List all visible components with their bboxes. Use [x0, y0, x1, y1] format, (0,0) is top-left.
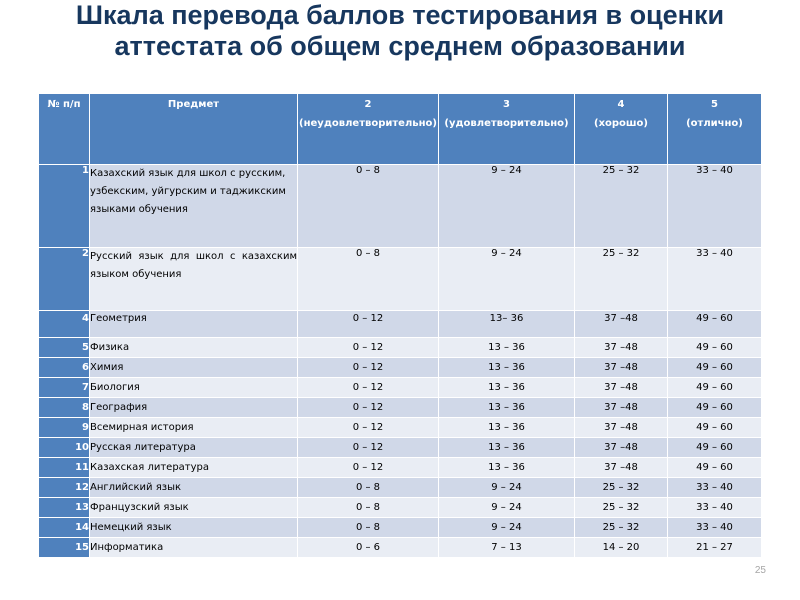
row-num: 12: [39, 478, 90, 498]
row-grade-2: 0 – 12: [298, 311, 439, 338]
row-grade-5: 33 – 40: [668, 478, 762, 498]
row-num: 9: [39, 418, 90, 438]
row-grade-5: 49 – 60: [668, 418, 762, 438]
row-subject: Французский язык: [90, 498, 298, 518]
row-subject: Казахский язык для школ с русским, узбекским, уйгурским и таджикским языками обучения: [90, 165, 298, 248]
row-subject: Информатика: [90, 538, 298, 558]
grade-conversion-table: [38, 93, 762, 558]
row-grade-3: 7 – 13: [439, 538, 575, 558]
header-grade-4: 4 (хорошо): [575, 94, 668, 165]
table-row: [39, 165, 762, 248]
row-grade-3: 13 – 36: [439, 398, 575, 418]
table-row: [39, 458, 762, 478]
row-grade-3: 13 – 36: [439, 458, 575, 478]
row-grade-2: 0 – 8: [298, 478, 439, 498]
table-row: [39, 311, 762, 338]
row-grade-4: 37 –48: [575, 358, 668, 378]
row-num: 14: [39, 518, 90, 538]
row-num: 1: [39, 165, 90, 248]
table-row: [39, 248, 762, 311]
row-grade-4: 25 – 32: [575, 498, 668, 518]
row-grade-3: 13 – 36: [439, 438, 575, 458]
row-grade-3: 13 – 36: [439, 338, 575, 358]
row-subject: Немецкий язык: [90, 518, 298, 538]
row-grade-3: 9 – 24: [439, 165, 575, 248]
row-grade-5: 33 – 40: [668, 165, 762, 248]
header-num: № п/п: [39, 94, 90, 165]
row-grade-4: 37 –48: [575, 338, 668, 358]
header-grade-2: 2 (неудовлетворительно): [298, 94, 439, 165]
row-grade-2: 0 – 6: [298, 538, 439, 558]
row-grade-2: 0 – 8: [298, 165, 439, 248]
row-grade-4: 37 –48: [575, 438, 668, 458]
table-row: [39, 478, 762, 498]
row-grade-3: 9 – 24: [439, 478, 575, 498]
row-num: 13: [39, 498, 90, 518]
row-grade-3: 13– 36: [439, 311, 575, 338]
row-grade-3: 13 – 36: [439, 418, 575, 438]
row-grade-4: 25 – 32: [575, 518, 668, 538]
row-grade-2: 0 – 8: [298, 248, 439, 311]
row-num: 4: [39, 311, 90, 338]
table-row: [39, 538, 762, 558]
row-grade-4: 37 –48: [575, 378, 668, 398]
row-grade-3: 13 – 36: [439, 358, 575, 378]
row-num: 2: [39, 248, 90, 311]
row-subject: Химия: [90, 358, 298, 378]
table-header-row: [39, 94, 762, 165]
table-row: [39, 438, 762, 458]
row-grade-2: 0 – 12: [298, 438, 439, 458]
row-grade-5: 49 – 60: [668, 398, 762, 418]
row-grade-2: 0 – 12: [298, 358, 439, 378]
row-grade-4: 25 – 32: [575, 165, 668, 248]
row-grade-2: 0 – 8: [298, 518, 439, 538]
row-num: 15: [39, 538, 90, 558]
row-subject: Английский язык: [90, 478, 298, 498]
table-row: [39, 518, 762, 538]
row-grade-4: 37 –48: [575, 398, 668, 418]
table-row: [39, 398, 762, 418]
header-subject: Предмет: [90, 94, 298, 165]
row-num: 11: [39, 458, 90, 478]
slide-title: Шкала перевода баллов тестирования в оценки аттестата об общем среднем образовании: [75, 0, 725, 61]
row-subject: Физика: [90, 338, 298, 358]
page-number: 25: [754, 565, 766, 576]
row-grade-4: 37 –48: [575, 418, 668, 438]
header-grade-3: 3 (удовлетворительно): [439, 94, 575, 165]
row-num: 7: [39, 378, 90, 398]
row-grade-5: 33 – 40: [668, 518, 762, 538]
row-subject: Биология: [90, 378, 298, 398]
row-num: 10: [39, 438, 90, 458]
row-grade-3: 9 – 24: [439, 518, 575, 538]
table-row: [39, 418, 762, 438]
row-num: 8: [39, 398, 90, 418]
row-subject: Русская литература: [90, 438, 298, 458]
row-grade-5: 49 – 60: [668, 338, 762, 358]
row-grade-5: 49 – 60: [668, 358, 762, 378]
row-grade-2: 0 – 12: [298, 398, 439, 418]
row-grade-3: 9 – 24: [439, 498, 575, 518]
table-row: [39, 378, 762, 398]
row-grade-2: 0 – 12: [298, 338, 439, 358]
row-grade-3: 13 – 36: [439, 378, 575, 398]
row-grade-3: 9 – 24: [439, 248, 575, 311]
row-grade-4: 25 – 32: [575, 248, 668, 311]
row-subject: География: [90, 398, 298, 418]
row-num: 5: [39, 338, 90, 358]
row-grade-2: 0 – 12: [298, 418, 439, 438]
row-subject: Русский язык для школ с казахским языком обучения: [90, 248, 298, 311]
row-num: 6: [39, 358, 90, 378]
row-grade-4: 25 – 32: [575, 478, 668, 498]
row-subject: Казахская литература: [90, 458, 298, 478]
row-grade-2: 0 – 12: [298, 378, 439, 398]
table-row: [39, 498, 762, 518]
header-grade-5: 5 (отлично): [668, 94, 762, 165]
row-grade-4: 37 –48: [575, 458, 668, 478]
row-grade-2: 0 – 8: [298, 498, 439, 518]
table-row: [39, 358, 762, 378]
row-subject: Всемирная история: [90, 418, 298, 438]
row-grade-5: 33 – 40: [668, 498, 762, 518]
row-subject: Геометрия: [90, 311, 298, 338]
row-grade-5: 49 – 60: [668, 378, 762, 398]
row-grade-4: 37 –48: [575, 311, 668, 338]
row-grade-5: 49 – 60: [668, 311, 762, 338]
row-grade-5: 49 – 60: [668, 458, 762, 478]
row-grade-5: 21 – 27: [668, 538, 762, 558]
row-grade-2: 0 – 12: [298, 458, 439, 478]
row-grade-4: 14 – 20: [575, 538, 668, 558]
row-grade-5: 49 – 60: [668, 438, 762, 458]
table-row: [39, 338, 762, 358]
row-grade-5: 33 – 40: [668, 248, 762, 311]
